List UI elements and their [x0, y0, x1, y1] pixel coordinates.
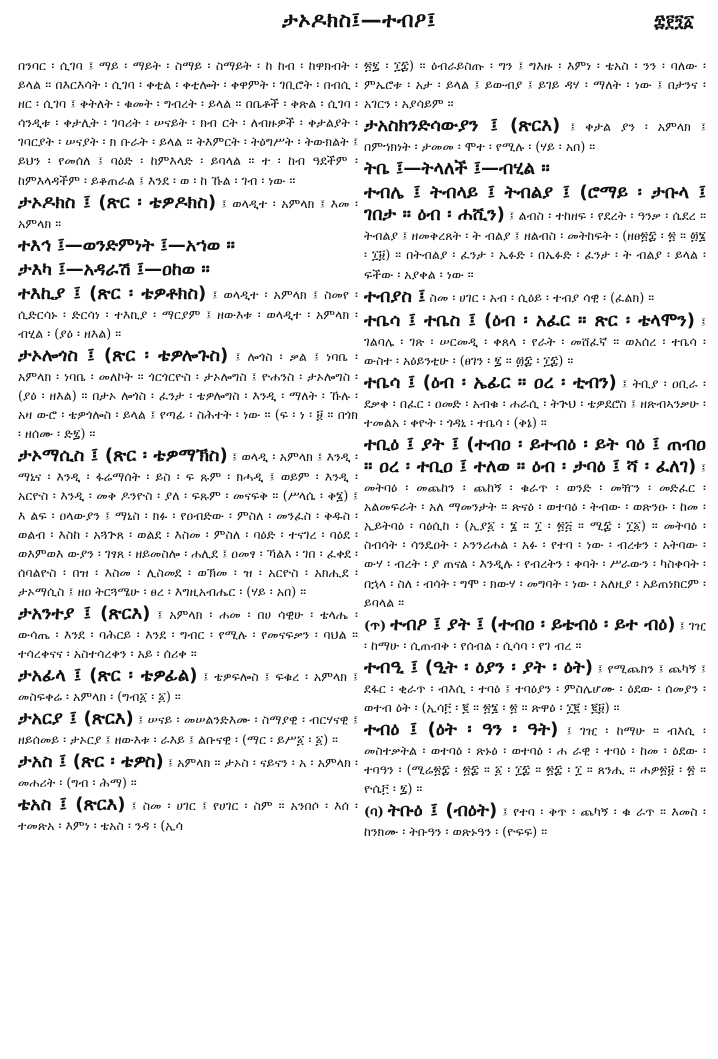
entry-headword: ተብዕ ፤ (ዕት ፡ ዓን ፡ ዓት) [364, 719, 559, 741]
dictionary-entry [18, 56, 358, 190]
dictionary-entry [18, 665, 358, 706]
entry-definition: ፤ ገዢ ፡ ከማሁ ። ብእሲ ፡ መስተቃትል ፡ ወተባዕ ፡ ጽኑዕ ፡ ወተባዕ ፡ ሐ ራዊ ፡ ተባዕ ፡ ከመ ፡ ዕደው ፡ ተባዓን ፡ (ሚሬ፳፰ ፡ ፳፰ ። ፩ ፡ ፲፰ ። ፳፰ ፡ ፲ ። ጸንሒ ። ሐዎ፳፱ ፡ ፳ ። ዮሴ፫ ፡ ፯) ። [364, 723, 706, 797]
dictionary-entry [18, 445, 358, 601]
entry-definition: ፤ አምላክ ፡ ሐመ ፡ በሀ ሳዊሁ ፡ ቴላሔ ፡ ውሳጤ ፡ እንደ ፡ ባሕርይ ፡ እንደ ፡ ግብር ፡ የሚሉ ፡ የመናፍቃን ፡ ባህል ። ተሳረቀናና ፡ አስተሳረቀን ፡ አይ ፡ ሰሪቀ ። [18, 606, 358, 662]
dictionary-entry [18, 794, 358, 835]
dictionary-entry [18, 751, 358, 792]
entry-definition: ፤ ቀታል ያን ፡ አምላክ ፤ በምኀክነት ፡ ታመመ ፡ ሞተ ፡ የሚሉ ፡ (ሃይ ፡ አበ) ። [364, 119, 706, 155]
entry-headword: ታአርያ ፤ (ጽርእ) [18, 708, 134, 730]
dictionary-entry [18, 603, 358, 663]
dictionary-entry [364, 372, 706, 432]
entry-headword: ተብዒ ፤ (ዒት ፡ ዕያን ፡ ያት ፡ ዕት) [364, 656, 594, 678]
entry-headword: ታአስ ፤ (ጽር ፡ ቴዎስ) [18, 751, 164, 773]
entry-headword: ታእካ ፤—አዳራሽ ፤—ዐከወ ። [18, 258, 210, 280]
entry-definition: ፳፯ ፡ ፲፰) ። ዕብራይስጡ ፡ ግን ፤ ግእዙ ፡ እምነ ፡ ቴአስ ፡ ንን ፡ ባለው ፡ ምኤሮቱ ፡ አታ ፡ ይላል ፤ ይውብያ ፤ ይገይ ዳሃ ፡ ማለት ፡ ነው ፤ በታንና ፡ አገርን ፡ አያሳይም ። [364, 58, 706, 112]
entry-headword: ተእኅ ፤—ወንድምነት ፤—አኀወ ። [18, 234, 235, 256]
entry-definition: ፤ ገልባሌ ፡ ገጽ ፡ ሠርመዲ ፡ ቀጸላ ፡ የራት ፡ መሸፈኛ ። ወአሰረ ፡ ተቤሳ ፡ ውስተ ፡ አዕይንቲሁ ፡ (ፀገን ፡ ፯ ። ፴፰ ፡ ፲፰) ። [364, 313, 706, 368]
dictionary-entry [364, 286, 706, 308]
entry-definition: ፤ ትቢያ ፡ ዐቢራ ፡ ደቃቀ ፡ በፈር ፡ ዐመድ ፡ አብቁ ፡ ሐራሲ ፡ ትጕህ ፡ ቴዎደሮስ ፤ ዘጽብኣንቃሁ ፡ ተመልአ ፡ ቀዮት ፡ ጎዳኒ ፡ ተቤሳ ፡ (ቅኔ) ። [364, 375, 706, 430]
entry-definition: ስመ ፡ ሀገር ፡ አብ ፡ ሲዕይ ፡ ተብያ ሳዊ ፡ (ፈልክ) ። [429, 289, 655, 305]
entry-definition: ፤ ወላዲተ ፡ አምላክ ፤ እመ ፡ አምላክ ። [18, 195, 358, 231]
dictionary-entry [364, 56, 706, 113]
running-head: ታኦዶክስ፤—ተብዖ፤ [282, 8, 436, 32]
dictionary-entry [364, 719, 706, 798]
dictionary-entry [18, 259, 358, 281]
entry-definition: ፤ መትባዕ ፡ መጨከን ፡ ጨከኝ ፡ ቁራጥ ፡ ወንድ ፡ መዥን ፡ መድፈር ፡ አልመፍራት ፡ አለ ማመንታት ። ጽናዕ ፡ ወተባዕ ፡ ትብው ፡ ወጽንዑ ፡ ከመ ፡ ኢይትባዕ ፡ ባዕሲከ ፡ (ኢያ፩ ፡ ፮ ። ፲ ፡ ፳፭ ። ሚ፰ ፡ ፲፩) ። መትባዕ ፡ ስብሳት ፡ ሳንዴዐት ፡ ኦንንሪሐል ፡ አፉ ፡ የተባ ፡ ነው ፡ ብረቱን ፡ አትባው ፡ ውሃ ፡ ብረት ፡ ያ ጠናል ፡ እንዲሉ ፡ የብረትን ፡ ቀባት ፡ ሥራውን ፡ ካስቀባት ፡ በኋላ ፡ ስለ ፡ ብሳት ፡ ግሞ ፡ ክውሃ ፡ መግባት ፡ ነው ፡ አለዚያ ፡ አይጠነክርም ፡ ይባላል ። [364, 460, 706, 610]
entry-headword: ተብያስ ፤ [364, 285, 426, 307]
entry-definition: ፤ ገዢ ፡ ከማሁ ፡ ሲጠብቅ ፡ የሰብል ፡ ሲሳባ ፡ የገ ብረ ። [364, 617, 706, 653]
entry-headword: ታኦማሲስ ፤ (ጽር ፡ ቴዎማኽስ) [18, 445, 228, 467]
dictionary-entry [18, 708, 358, 749]
entry-headword: ተብዖ ፤ ያት ፤ (ተብዐ ፡ ይቴብዕ ፡ ይተ ብዕ) [390, 613, 676, 635]
right-column [364, 56, 706, 1052]
entry-headword: ተእኪያ ፤ (ጽር ፡ ቴዎቶክስ) [18, 282, 207, 304]
entry-headword: ተብሌ ፤ ትብላይ ፤ ትብልያ ፤ (ሮማይ ፡ ታቡላ ፤ ገበታ ። ዕብ ፡ ሐሺን) [364, 182, 706, 226]
entry-headword: ታኦሎጎስ ፤ (ጽር ፡ ቴዎሎጉስ) [18, 344, 229, 366]
dictionary-entry [364, 158, 706, 180]
dictionary-entry [364, 800, 706, 841]
dictionary-entry [18, 345, 358, 443]
entry-headword: ቴአስ ፤ (ጽርእ) [18, 794, 126, 816]
entry-definition: በንባር ፡ ሲገባ ፤ ማይ ፡ ማይት ፡ ስማይ ፡ ስማይት ፡ ከ ከብ ፡ ከዋክብት ፡ ይላል ። በእርእሳት ፡ ሲገባ ፡ ቀቲል ፡ ቀቲሎት ፡ ቀዋምት ፡ ገቢሮት ፡ በብሲ ፡ ዘር ፡ ሲገባ ፤ ቅትለት ፡ ቁመት ፡ ግብረት ፡ ይላል ። በቤቶች ፡ ቅጽል ፡ ሲገባ ፡ ሳንዲቱ ፡ ቀታሊት ፡ ገባሪት ፡ ሠናይት ፡ ክብ ርት ፡ ለብዙዎች ፡ ቀታልያት ፡ ገባርያት ፡ ሠናያት ፡ ክ ቡራት ፡ ይላል ። ትእምርት ፡ ትዕግሥት ፡ ትውክልት ፤ ይህን ፡ የመሰለ ፤ ባዕድ ፡ ከምእላድ ፡ ይባላል ። ተ ፡ ከብ ዓደችም ፡ ከምእላዳችም ፡ ይቆጠራል ፤ እንደ ፡ ወ ፡ ከ ኹል ፡ ገብ ፡ ነው ። [18, 58, 358, 188]
entry-headword: ተቤሳ ፤ (ዕብ ፡ ኤፊር ። ዐረ ፡ ቲብን) [364, 371, 617, 393]
entry-marker: (ጥ) [364, 618, 387, 634]
entry-headword: ታአንተያ ፤ (ጽርእ) [18, 602, 151, 624]
entry-definition: ፤ ቴዎፍሎስ ፤ ፍቁረ ፡ አምላክ ፤ መስፍቀሬ ፡ አምላክ ፡ (ግብ፩ ፡ ፩) ። [18, 669, 358, 705]
page-header [0, 6, 718, 46]
entry-marker: (ባ) [364, 805, 384, 821]
dictionary-entry [364, 182, 706, 283]
dictionary-entry [364, 434, 706, 612]
entry-definition: ፤ የሚጨክን ፤ ጨካኝ ፤ ደፋር ፡ ቂራጥ ፡ ብእሲ ፡ ተባዕ ፤ ተባዕያን ፡ ምስሌሆሙ ፡ ዕደው ፡ ሰመያን ፡ ወተብ ዕት ፡ (ኢሳ፫ ፡ ፪ ። ፳፮ ፡ ፳ ። ጽዋዕ ፡ ፲፪ ፡ ፪፱) ። [364, 660, 706, 715]
dictionary-entry [364, 657, 706, 717]
entry-headword: ትቡዕ ፤ (ብዕት) [387, 800, 498, 822]
entry-definition: ፤ ልብስ ፡ ተከዘፍ ፡ የደረት ፡ ዓንቃ ፡ ሴደረ ። ትብልያ ፤ ዘመቅረጸት ፡ ት ብልያ ፤ ዘልብስ ፡ መትከፍት ፡ (ዘፀ፳፰ ፡ ፳ ። ፴፮ ፡ ፲፱) ። በትብልያ ፡ ፈንታ ፡ ኤፉድ ፡ በኤፉድ ፡ ፈንታ ፡ ት ብልያ ፡ ይላል ፡ ፍችው ፡ አያቀል ፡ ነው ። [364, 208, 706, 282]
page-number: ፰፻፺፩ [653, 12, 694, 32]
entry-definition: ፤ አምላክ ። ታኦስ ፡ ናይናን ፡ አ ፡ አምላክ ፡ መሐሪት ፡ (ግብ ፡ ሕማ) ። [18, 755, 358, 791]
entry-definition: ፤ ሠናይ ፡ መሠልንድእሙ ፡ ስማያዊ ፡ ብርሃናዊ ፤ ዘይሰመይ ፡ ታኦርያ ፤ ዘውእቱ ፡ ራእይ ፤ ልቡናዊ ፡ (ማር ፡ ይሥ፩ ፡ ፩) ። [18, 712, 358, 748]
dictionary-entry [18, 235, 358, 257]
entry-definition: ፤ ስመ ፡ ሀገር ፤ የሀገር ፡ ስም ። አንበሶ ፡ እሰ ፡ ተመጽአ ፡ እምነ ፡ ቴአስ ፡ ንዳ ፡ (ኢሳ [18, 798, 358, 834]
entry-headword: ተቤሳ ፤ ተቤስ ፤ (ዕብ ፡ አፈር ። ጽር ፡ ቴላሞን) [364, 309, 695, 331]
entry-definition: ፤ ወላዲ ፡ አምላክ ፤ እንዲ ፡ ማኒና ፡ እንዲ ፡ ፋሬማሰት ፡ ይስ ፡ ፍ ጹም ፡ ክሓዲ ፤ ወይም ፡ እንዲ ፡ አርዮስ ፡ እንዲ ፡ መቅ ዶንዮስ ፡ ያለ ፡ ፍጹም ፡ መናፍቅ ። (ሥላሴ ፡ ቅ፮) ፤ እ ልፍ ፡ ዐላውያን ፤ ማኒስ ፡ ክፉ ፡ የዐብድው ፡ ምስለ ፡ መንፈስ ፡ ቅዱስ ፡ ወልብ ፡ እስከ ፡ አጓጕጸ ፡ ወልደ ፡ እስመ ፡ ምስለ ፡ ባዕድ ፡ ተናገረ ፡ ባዕደ ፡ ወእምወእ ውያን ፡ ገፃጸ ፡ ዘይመስሎ ፡ ሐሊደ ፤ ዐመፃ ፡ ኻልእ ፡ ገበ ፡ ፈቀደ ፡ ሰባልዮስ ፡ በዝ ፡ እስመ ፡ ሊስመደ ፡ ወኽመ ፡ ዝ ፡ አርዮስ ፡ አክሒደ ፡ ታኦማሲስ ፤ ዘዐ ትርጓሜሁ ፡ ፀረ ፡ እግዚአብሔር ፡ (ሃይ ፡ አበ) ። [18, 449, 358, 599]
entry-headword: ታኦዶክስ ፤ (ጽር ፡ ቴዎዶክስ) [18, 191, 217, 213]
entry-headword: ትቤ ፤—ትላለች ፤—ብሂል ። [364, 158, 550, 180]
dictionary-entry [18, 283, 358, 343]
entry-definition: ፤ ሎጎስ ፡ ቃል ፤ ነባቤ ፡ አምላክ ፡ ነባቤ ፡ መለኮት ። ጎርጎርዮስ ፡ ታኦሎግስ ፤ ዮሐንስ ፡ ታኦሎግስ ፡ (ያዕ ፡ ዘእል) ። በታኦ ሎጎስ ፡ ፈንታ ፡ ቴዎሎግስ ፡ እንዲ ፡ ማለት ፡ ኹሉ ፡ አዛ ውሮ ፡ ቴዎጎሎስ ፡ ይላል ፤ የጣፊ ፡ ስሕተት ፡ ነው ። (ፍ ፡ ነ ፡ ፱ ። በጎክ ፡ ዘሰሙ ፡ ድ፯) ። [18, 348, 358, 442]
dictionary-entry [364, 310, 706, 370]
dictionary-entry [364, 115, 706, 156]
entry-headword: ተቢዕ ፤ ያት ፤ (ተብዐ ፡ ይተብዕ ፡ ይት ባዕ ፤ ጠብዐ ። ዐረ ፡ ተቢዐ ፤ ተለወ ። ዕብ ፡ ታባዕ ፤ ሻ ፡ ፈለገ) [364, 434, 706, 478]
entry-headword: ታአስክንድሳውያን ፤ (ጽርእ) [364, 115, 561, 137]
entry-definition: ፤ ወላዲተ ፡ አምላክ ፤ ስመየ ፡ ሲድርሳኑ ፡ ድርሳነ ፡ ተእኪያ ፡ ማርያም ፤ ዘውእቱ ፡ ወላዲተ ፡ አምላክ ፡ ብሂል ፡ (ያዕ ፡ ዘእል) ። [18, 286, 358, 341]
entry-headword: ታአፊላ ፤ (ጽር ፡ ቴዎፊል) [18, 665, 198, 687]
left-column [18, 56, 358, 1052]
dictionary-entry [18, 192, 358, 233]
dictionary-entry [364, 614, 706, 655]
entry-definition: ፤ የተባ ፡ ቅጥ ፡ ጨካኝ ፡ ቁ ራጥ ። እመስ ፡ ከንክሙ ፡ ትቡዓን ፡ ወጽኑዓን ፡ (ዮፍፍ) ። [364, 804, 706, 840]
